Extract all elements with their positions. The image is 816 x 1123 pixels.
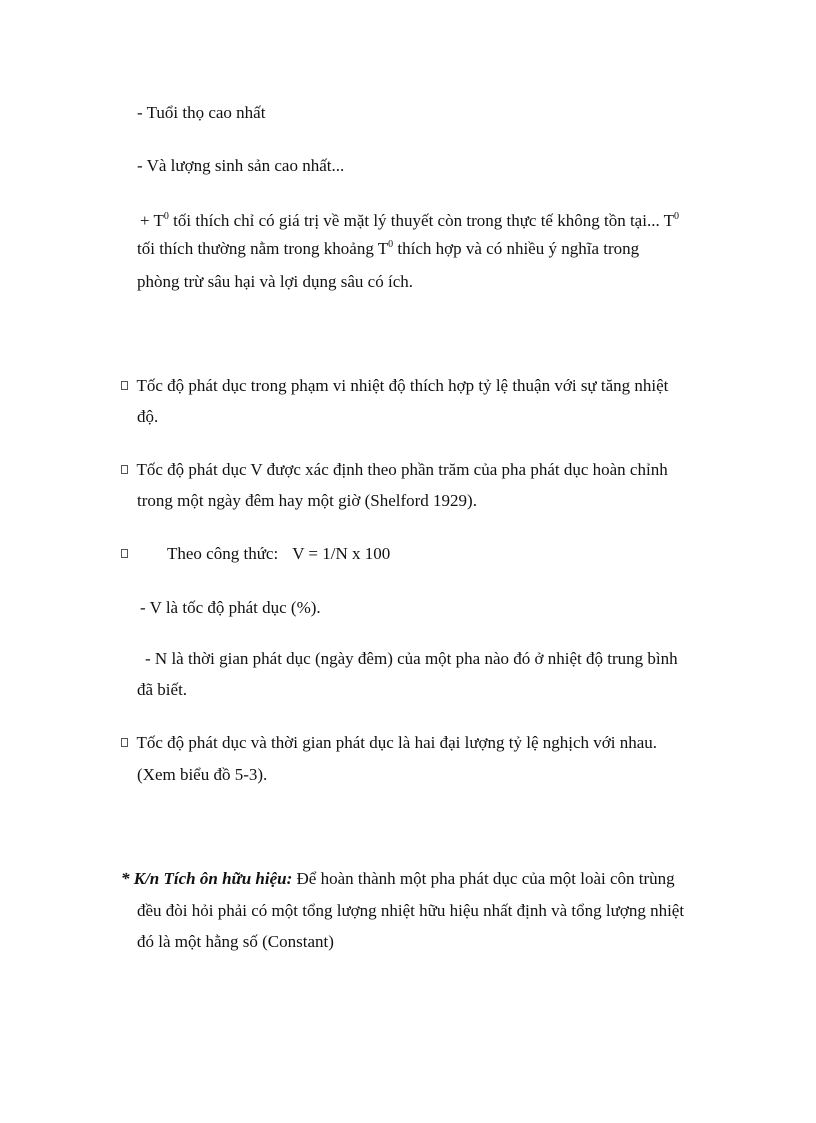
bullet-formula	[121, 543, 390, 565]
bullet-box-icon	[121, 465, 128, 474]
bullet-box-icon	[121, 738, 128, 747]
superscript-0: 0	[163, 211, 169, 222]
text-line-concept	[121, 868, 675, 890]
text-line-optimal-temp-1	[140, 210, 679, 232]
text-optimal-c: tối thích thường nằm trong khoảng T	[137, 239, 389, 258]
text-lifespan: - Tuổi thọ cao nhất	[137, 103, 266, 122]
text-development-rate-b: độ.	[137, 407, 159, 426]
bullet-box-icon	[121, 549, 128, 558]
superscript-0: 0	[674, 211, 680, 222]
text-def-n: - N là thời gian phát dục (ngày đêm) của một pha nào đó ở nhiệt độ trung bình	[145, 649, 678, 668]
text-formula: V = 1/N x 100	[292, 544, 391, 563]
text-optimal-b: tối thích chỉ có giá trị về mặt lý thuyết còn trong thực tế không tồn tại... T	[168, 211, 675, 230]
bullet-development-rate-1	[121, 375, 668, 397]
text-optimal-a: + T	[140, 211, 164, 230]
text-line-lifespan	[137, 102, 265, 124]
text-def-v: - V là tốc độ phát dục (%).	[140, 598, 321, 617]
text-optimal-d: thích hợp và có nhiều ý nghĩa trong	[393, 239, 640, 258]
text-line-def-v	[140, 597, 321, 619]
bullet-development-rate-2	[121, 459, 668, 481]
text-line-development-rate-1b	[137, 406, 158, 428]
text-line-concept-3	[137, 931, 334, 953]
text-shelford: trong một ngày đêm hay một giờ (Shelford 1929).	[137, 491, 477, 510]
text-line-concept-2	[137, 900, 684, 922]
text-concept-b: đều đòi hỏi phải có một tổng lượng nhiệt hữu hiệu nhất định và tổng lượng nhiệt	[137, 901, 685, 920]
text-concept-heading: * K/n Tích ôn hữu hiệu:	[121, 869, 293, 888]
text-concept-a: Để hoàn thành một pha phát dục của một loài côn trùng	[292, 869, 675, 888]
text-def-n-b: đã biết.	[137, 680, 188, 699]
text-concept-c: đó là một hằng số (Constant)	[137, 932, 334, 951]
text-line-see-chart	[137, 764, 267, 786]
text-inverse-relation: Tốc độ phát dục và thời gian phát dục là hai đại lượng tỷ lệ nghịch với nhau.	[136, 733, 658, 752]
text-formula-label: Theo công thức:	[167, 544, 279, 563]
text-line-def-n	[145, 648, 678, 670]
text-see-chart: (Xem biểu đồ 5-3).	[137, 765, 268, 784]
text-development-rate-a: Tốc độ phát dục trong phạm vi nhiệt độ thích hợp tỷ lệ thuận với sự tăng nhiệt	[136, 376, 669, 395]
text-line-def-n-2	[137, 679, 187, 701]
bullet-box-icon	[121, 381, 128, 390]
text-development-rate-v: Tốc độ phát dục V được xác định theo phần trăm của pha phát dục hoàn chỉnh	[136, 460, 668, 479]
text-line-reproduction	[137, 155, 344, 177]
text-line-shelford	[137, 490, 477, 512]
superscript-0: 0	[388, 239, 394, 250]
text-line-optimal-temp-3	[137, 271, 413, 293]
text-reproduction: - Và lượng sinh sản cao nhất...	[137, 156, 345, 175]
text-line-optimal-temp-2	[137, 238, 639, 260]
text-pest-control: phòng trừ sâu hại và lợi dụng sâu có ích.	[137, 272, 413, 291]
bullet-inverse-relation	[121, 732, 657, 754]
